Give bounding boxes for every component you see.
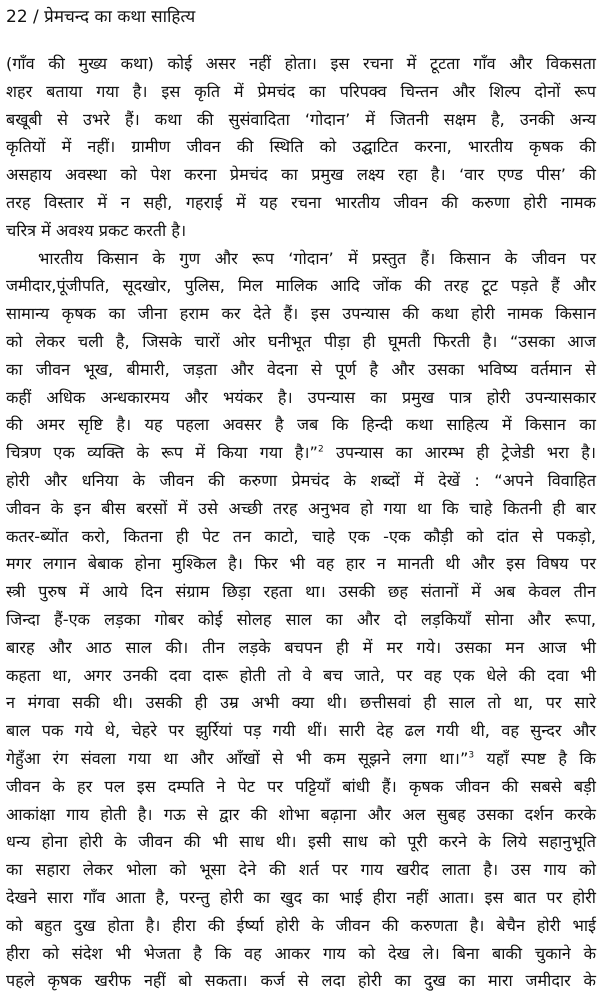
text-line: (गाँव की मुख्य कथा) कोई असर नहीं होता। इस रचना में टूटता गाँव और विकसता [6, 54, 596, 73]
text-line: न मंगवा सकी थी। उसकी ही उम्र अभी क्या थी। छत्तीसवां ही साल तो था, पर सारे [6, 693, 596, 713]
text-line: जमीदार,पूंजीपति, सूदखोर, पुलिस, मिल मालिक आदि जोंक की तरह टूट पड़ते हैं और [6, 276, 596, 296]
footnote-ref: 2 [317, 444, 324, 455]
text-line: जीवन के हर पल इस दम्पति ने पेट पर पट्टियाँ बांधी हैं। कृषक जीवन की सबसे बड़ी [6, 776, 596, 796]
text-line: शहर बताया गया है। इस कृति में प्रेमचंद का परिपक्व चिन्तन और शिल्प दोनों रूप [6, 81, 596, 101]
text-line: भारतीय किसान के गुण और रूप ‘गोदान’ में प्रस्तुत हैं। किसान के जीवन पर [38, 248, 596, 268]
text-line: स्त्री पुरुष में आये दिन संग्राम छिड़ा रहता था। उसकी छह संतानों में अब केवल तीन [6, 582, 596, 602]
text-segment: यहाँ स्पष्ट है कि [474, 749, 596, 768]
text-segment: गेहुँआ रंग संवला गया था और आँखों से भी कम सूझने लगा था।” [6, 749, 469, 768]
text-line: आकांक्षा गाय होती है। गऊ से द्वार की शोभा बढ़ाना और अल सुबह उसका दर्शन करके [6, 804, 596, 824]
text-line: पहले कृषक खरीफ नहीं बो सकता। कर्ज से लदा होरी का दुख का मारा जमीदार के [6, 971, 596, 991]
text-line: असहाय अवस्था को पेश करना प्रेमचंद का प्रमुख लक्ष्य रहा है। ‘वार एण्ड पीस’ की [6, 165, 596, 185]
text-line: चरित्र में अवश्य प्रकट करती है। [6, 220, 187, 240]
text-line: कहता था, अगर उनकी दवा दारू होती तो वे बच जाते, पर वह एक धेले की दवा भी [6, 665, 596, 685]
text-line [6, 439, 596, 467]
running-head: 22 / प्रेमचन्द का कथा साहित्य [6, 7, 196, 27]
text-line: कतर-ब्योंत करो, कितना ही पेट तन काटो, चाहे एक -एक कौड़ी को दांत से पकड़ो, [6, 526, 596, 546]
text-line: तरह विस्तार में न सही, गहराई में यह रचना भारतीय जीवन की करुणा होरी नामक [6, 193, 596, 212]
text-line: बारह और आठ साल की। तीन लड़के बचपन ही में मर गये। उसका मन आज भी [6, 637, 596, 657]
text-segment: उपन्यास का आरम्भ ही ट्रेजेडी भरा है। [323, 443, 596, 463]
text-line: जिन्दा हैं-एक लड़का गोबर कोई सोलह साल का और दो लड़कियाँ सोना और रूपा, [6, 610, 596, 629]
text-line: कहीं अधिक अन्धकारमय और भयंकर है। उपन्यास का प्रमुख पात्र होरी उपन्यासकार [6, 387, 596, 407]
text-line: का सहारा लेकर भोला को भूसा देने की शर्त पर गाय खरीद लाता है। उस गाय को [6, 860, 596, 880]
text-line: मगर लगान बेबाक होना मुश्किल है। फिर भी वह हार न मानती थी और इस विषय पर [6, 554, 596, 574]
text-segment: चित्रण एक व्यक्ति के रूप में किया गया है।” [6, 443, 318, 463]
text-line: जीवन के इन बीस बरसों में उसे अच्छी तरह अनुभव हो गया था कि चाहे कितनी ही बार [6, 498, 596, 518]
text-line [6, 745, 596, 773]
text-line: धन्य होना होरी के जीवन की भी साध थी। इसी साध को पूरी करने के लिये सहानुभूति [6, 832, 596, 852]
text-line: हीरा को संदेश भी भेजता है कि वह आकर गाय को देख ले। बिना बाकी चुकाने के [6, 943, 596, 963]
text-line: का जीवन भूख, बीमारी, जड़ता और वेदना से पूर्ण है और उसका भविष्य वर्तमान से [6, 359, 596, 379]
text-line: बखूबी से उभरे हैं। कथा की सुसंवादिता ‘गोदान’ में जितनी सक्षम है, उनकी अन्य [6, 109, 596, 129]
text-line: को लेकर चली है, जिसके चारों ओर घनीभूत पीड़ा ही घूमती फिरती है। “उसका आज [6, 332, 596, 351]
text-line: की अमर सृष्टि है। यह पहला अवसर है जब कि हिन्दी कथा साहित्य में किसान का [6, 415, 596, 435]
text-line: होरी और धनिया के जीवन की करुणा प्रेमचंद के शब्दों में देखें : “अपने विवाहित [6, 471, 596, 490]
text-line: कृतियों में नहीं। ग्रामीण जीवन की स्थिति को उद्घाटित करना, भारतीय कृषक की [6, 137, 596, 157]
text-line: देखने सारा गाँव आता है, परन्तु होरी का खुद का भाई हीरा नहीं आता। इस बात पर होरी [6, 888, 596, 907]
text-line: को बहुत दुख होता है। हीरा की ईर्ष्या होरी के जीवन की करुणता है। बेचैन होरी भाई [6, 915, 596, 935]
text-line: सामान्य कृषक का जीना हराम कर देते हैं। इस उपन्यास की कथा होरी नामक किसान [6, 304, 596, 324]
footnote-ref: 3 [468, 750, 475, 761]
text-line: बाल पक गये थे, चेहरे पर झुर्रियां पड़ गयी थीं। सारी देह ढल गयी थी, वह सुन्दर और [6, 721, 596, 741]
